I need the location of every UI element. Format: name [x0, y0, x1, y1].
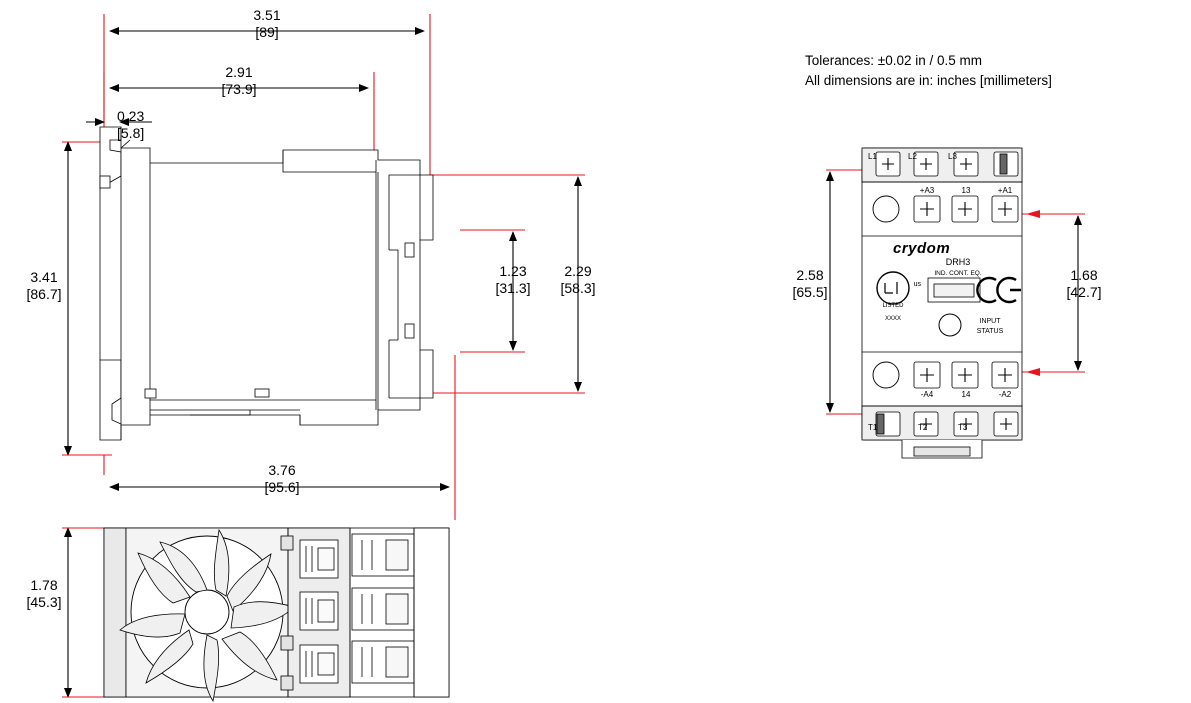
terminal-label-t3: T3: [958, 423, 968, 432]
ul-us-mark: us: [913, 281, 921, 288]
terminal-label-t2: T2: [918, 423, 928, 432]
dim-front-inner-height-in: 1.68: [1070, 267, 1098, 283]
dim-bottom-width-in: 3.76: [268, 462, 296, 478]
terminal-label-t1: T1: [868, 423, 878, 432]
dim-side-height-mm: [86.7]: [26, 286, 62, 302]
dim-mid-height-mm: [58.3]: [560, 280, 596, 296]
dim-top-body-mm: [73.9]: [221, 81, 257, 97]
ul-listed-label: LISTED: [882, 303, 904, 309]
dim-inner-height-in: 1.23: [499, 263, 527, 279]
model-label: DRH3: [945, 257, 971, 267]
dim-side-height-in: 3.41: [30, 269, 58, 285]
status-label: STATUS: [976, 328, 1004, 335]
tolerance-note-line1: Tolerances: ±0.02 in / 0.5 mm: [805, 53, 982, 68]
control-label-13: 13: [961, 186, 971, 195]
dim-bottom-depth-mm: [45.3]: [26, 594, 62, 610]
dim-clip-thickness-in: 0.23: [117, 108, 145, 124]
dim-top-overall-mm: [89]: [255, 24, 279, 40]
dim-front-inner-height-mm: [42.7]: [1066, 284, 1102, 300]
dim-clip-thickness-mm: [5.8]: [117, 125, 145, 141]
dim-bottom-width-mm: [95.6]: [264, 479, 300, 495]
control-label-a1: +A1: [997, 186, 1013, 195]
control-label-a2: -A2: [998, 390, 1012, 399]
dim-front-height-in: 2.58: [796, 267, 824, 283]
dim-top-overall-in: 3.51: [253, 7, 281, 23]
brand-logo: crydom: [893, 240, 951, 257]
dim-inner-height-mm: [31.3]: [495, 280, 531, 296]
ind-cont-eq-label: IND. CONT. EQ.: [934, 270, 982, 277]
control-label-a3: +A3: [919, 186, 935, 195]
control-label-a4: -A4: [920, 390, 934, 399]
dim-front-height-mm: [65.5]: [792, 284, 828, 300]
dim-bottom-depth-in: 1.78: [30, 577, 58, 593]
terminal-label-l1: L1: [868, 152, 877, 161]
tolerance-note-line2: All dimensions are in: inches [millimeters]: [805, 73, 1052, 88]
ul-code-label: XXXX: [884, 316, 901, 322]
terminal-label-l3: L3: [948, 152, 957, 161]
dim-mid-height-in: 2.29: [564, 263, 592, 279]
control-label-14: 14: [961, 390, 971, 399]
dim-top-body-in: 2.91: [225, 64, 253, 80]
terminal-label-l2: L2: [908, 152, 917, 161]
input-label: INPUT: [979, 318, 1001, 325]
